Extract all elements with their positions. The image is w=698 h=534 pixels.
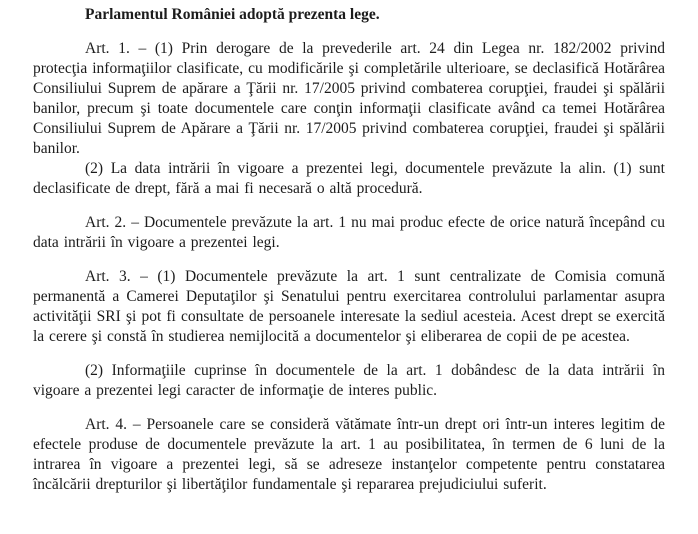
paragraph-art3-alin2: (2) Informaţiile cuprinse în documentele de la art. 1 dobândesc de la data intrării în vigoare a prezentei legi caracter de informaţie de interes public. (33, 362, 665, 399)
paragraph-art2: Art. 2. – Documentele prevăzute la art. 1 nu mai produc efecte de orice natură începând cu data intrării în vigoare a prezentei legi. (33, 214, 665, 251)
paragraph-art1-alin1: Art. 1. – (1) Prin derogare de la prevederile art. 24 din Legea nr. 182/2002 privind protecţia informaţiilor clasificate, cu modificările şi completările ulterioare, se declasifică Hotărârea Consiliului Suprem de apărare a Ţării nr. 17/2005 privind combaterea corupţiei, fraudei şi spălării banilor, precum şi toate documentele care conţin informaţii clasificate având ca temei Hotărârea Consiliului Suprem de Apărare a Ţării nr. 17/2005 privind combaterea corupţiei, fraudei şi spălării banilor. (33, 40, 665, 157)
paragraph-art1-alin2: (2) La data intrării în vigoare a prezentei legi, documentele prevăzute la alin. (1) sunt declasificate de drept, fără a mai fi necesară o altă procedură. (33, 160, 665, 197)
paragraph-art3-alin1: Art. 3. – (1) Documentele prevăzute la art. 1 sunt centralizate de Comisia comună permanentă a Camerei Deputaţilor şi Senatului pentru exercitarea controlului parlamentar asupra activităţii SRI şi pot fi consultate de persoanele interesate la sediul acesteia. Acest drept se exercită la cerere şi constă în studierea nemijlocită a documentelor şi eliberarea de copii de pe acestea. (33, 268, 665, 345)
paragraph-art4: Art. 4. – Persoanele care se consideră vătămate într-un drept ori într-un interes legitim de efectele produse de documentele prevăzute la art. 1 au posibilitatea, în termen de 6 luni de la intrarea în vigoare a prezentei legi, să se adreseze instanţelor competente pentru constatarea încălcării drepturilor şi libertăţilor fundamentale şi repararea prejudiciului suferit. (33, 416, 665, 493)
document-title: Parlamentul României adoptă prezenta lege. (85, 6, 380, 23)
